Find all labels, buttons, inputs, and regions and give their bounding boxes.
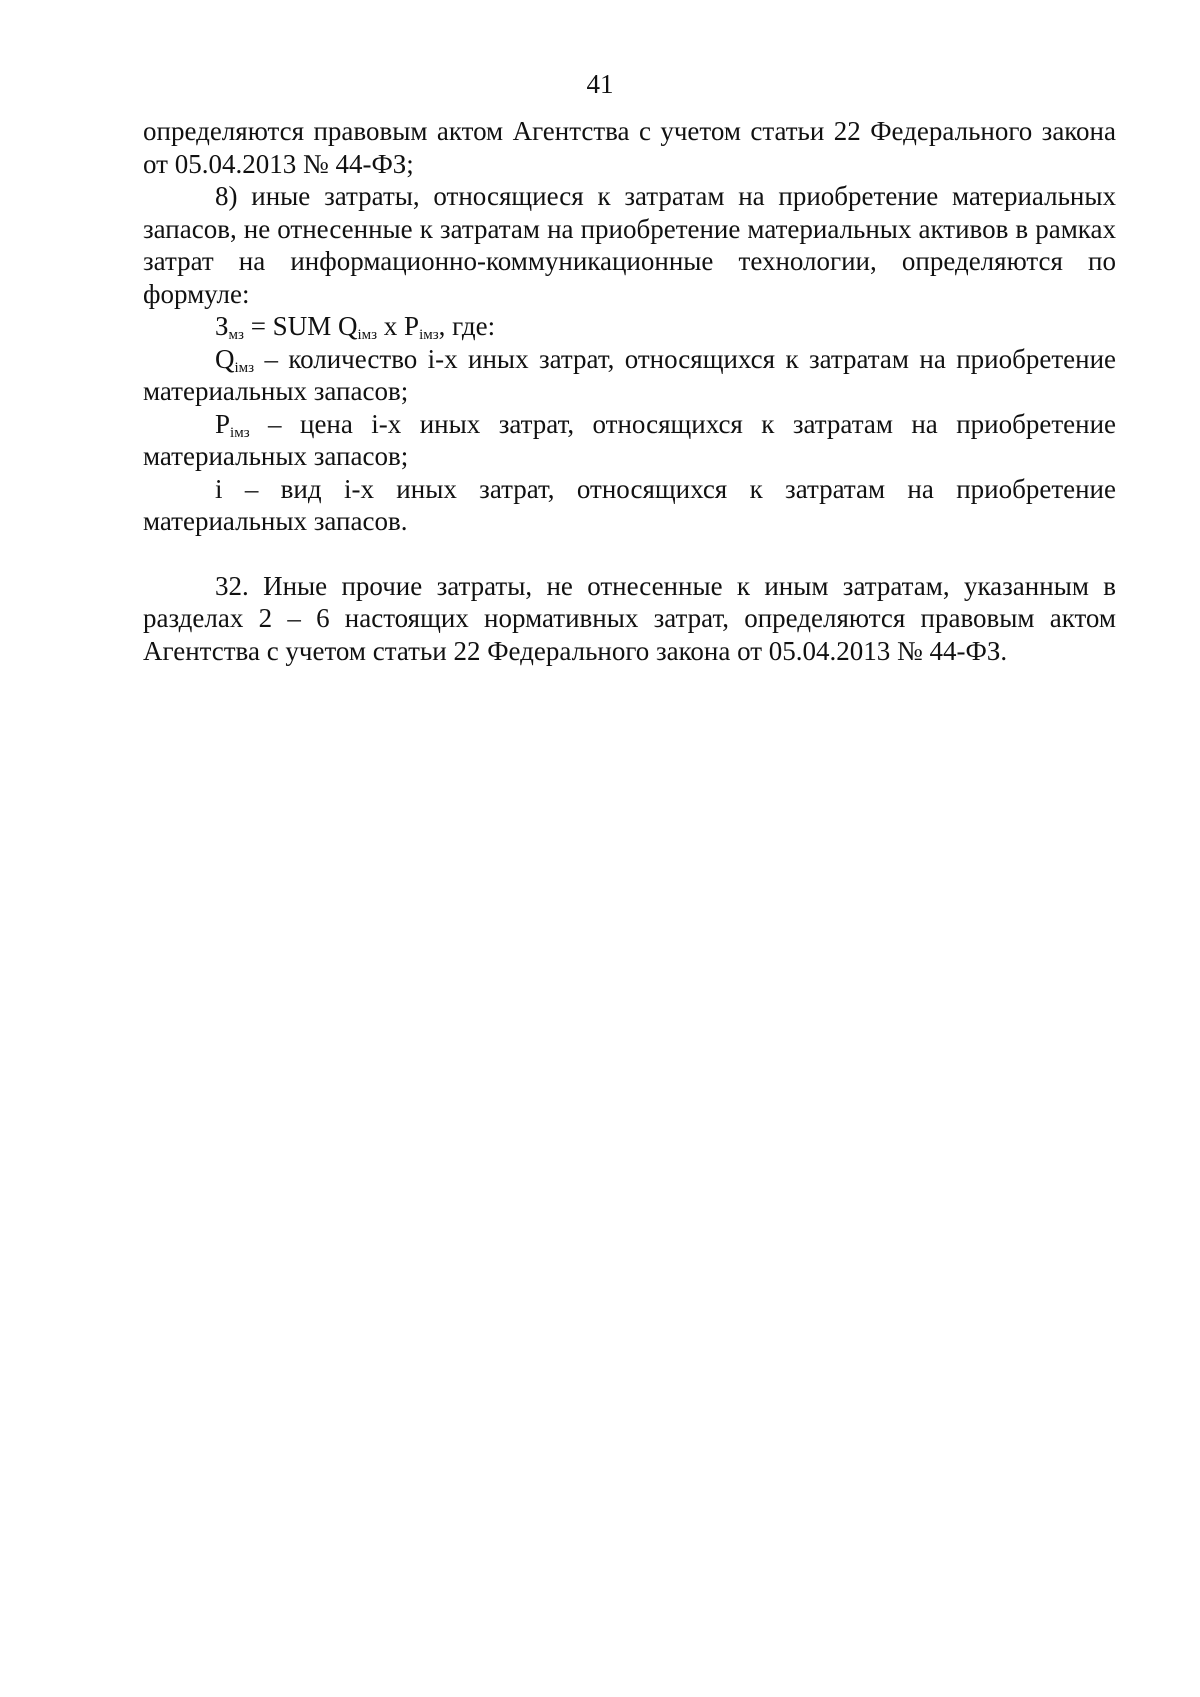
paragraph-gap	[143, 538, 1116, 570]
definition-p-subscript: iмз	[230, 424, 250, 441]
definition-i: i – вид i-х иных затрат, относящихся к затратам на приобретение материальных запасов.	[143, 473, 1116, 536]
paragraph-32: 32. Иные прочие затраты, не отнесенные к иным затратам, указанным в разделах 2 – 6 настоящих нормативных затрат, определяются правовым актом Агентства с учетом статьи 22 Федерального закона от 05.04.2013 № 44-ФЗ.	[143, 570, 1116, 666]
formula-eq: = SUM Q	[243, 311, 358, 341]
formula-p-subscript: iмз	[419, 327, 439, 343]
definition-p	[143, 408, 1116, 473]
page-number: 41	[586, 69, 614, 99]
formula-z-subscript: мз	[228, 327, 244, 343]
definition-q-symbol: Q	[215, 343, 235, 374]
formula-x: x P	[377, 311, 420, 341]
document-body	[143, 115, 1116, 667]
definition-q	[143, 343, 1116, 408]
formula-line	[143, 310, 1116, 343]
formula-q-subscript: iмз	[357, 327, 378, 343]
formula-tail: , где:	[438, 311, 496, 341]
paragraph-continuation: определяются правовым актом Агентства с учетом статьи 22 Федерального закона от 05.04.2013 № 44-ФЗ;	[143, 116, 1116, 179]
definition-p-text: – цена i-х иных затрат, относящихся к затратам на приобретение материальных запасов;	[143, 408, 1116, 471]
formula-z: З	[215, 311, 229, 341]
definition-p-symbol: P	[215, 408, 231, 439]
definition-q-subscript: iмз	[234, 359, 255, 376]
definition-q-text: – количество i-х иных затрат, относящихся к затратам на приобретение материальных запасов;	[143, 343, 1116, 406]
paragraph-item-8: 8) иные затраты, относящиеся к затратам на приобретение материальных запасов, не отнесенные к затратам на приобретение материальных активов в рамках затрат на информационно-коммуникационные технологии, определяются по формуле:	[143, 181, 1116, 309]
